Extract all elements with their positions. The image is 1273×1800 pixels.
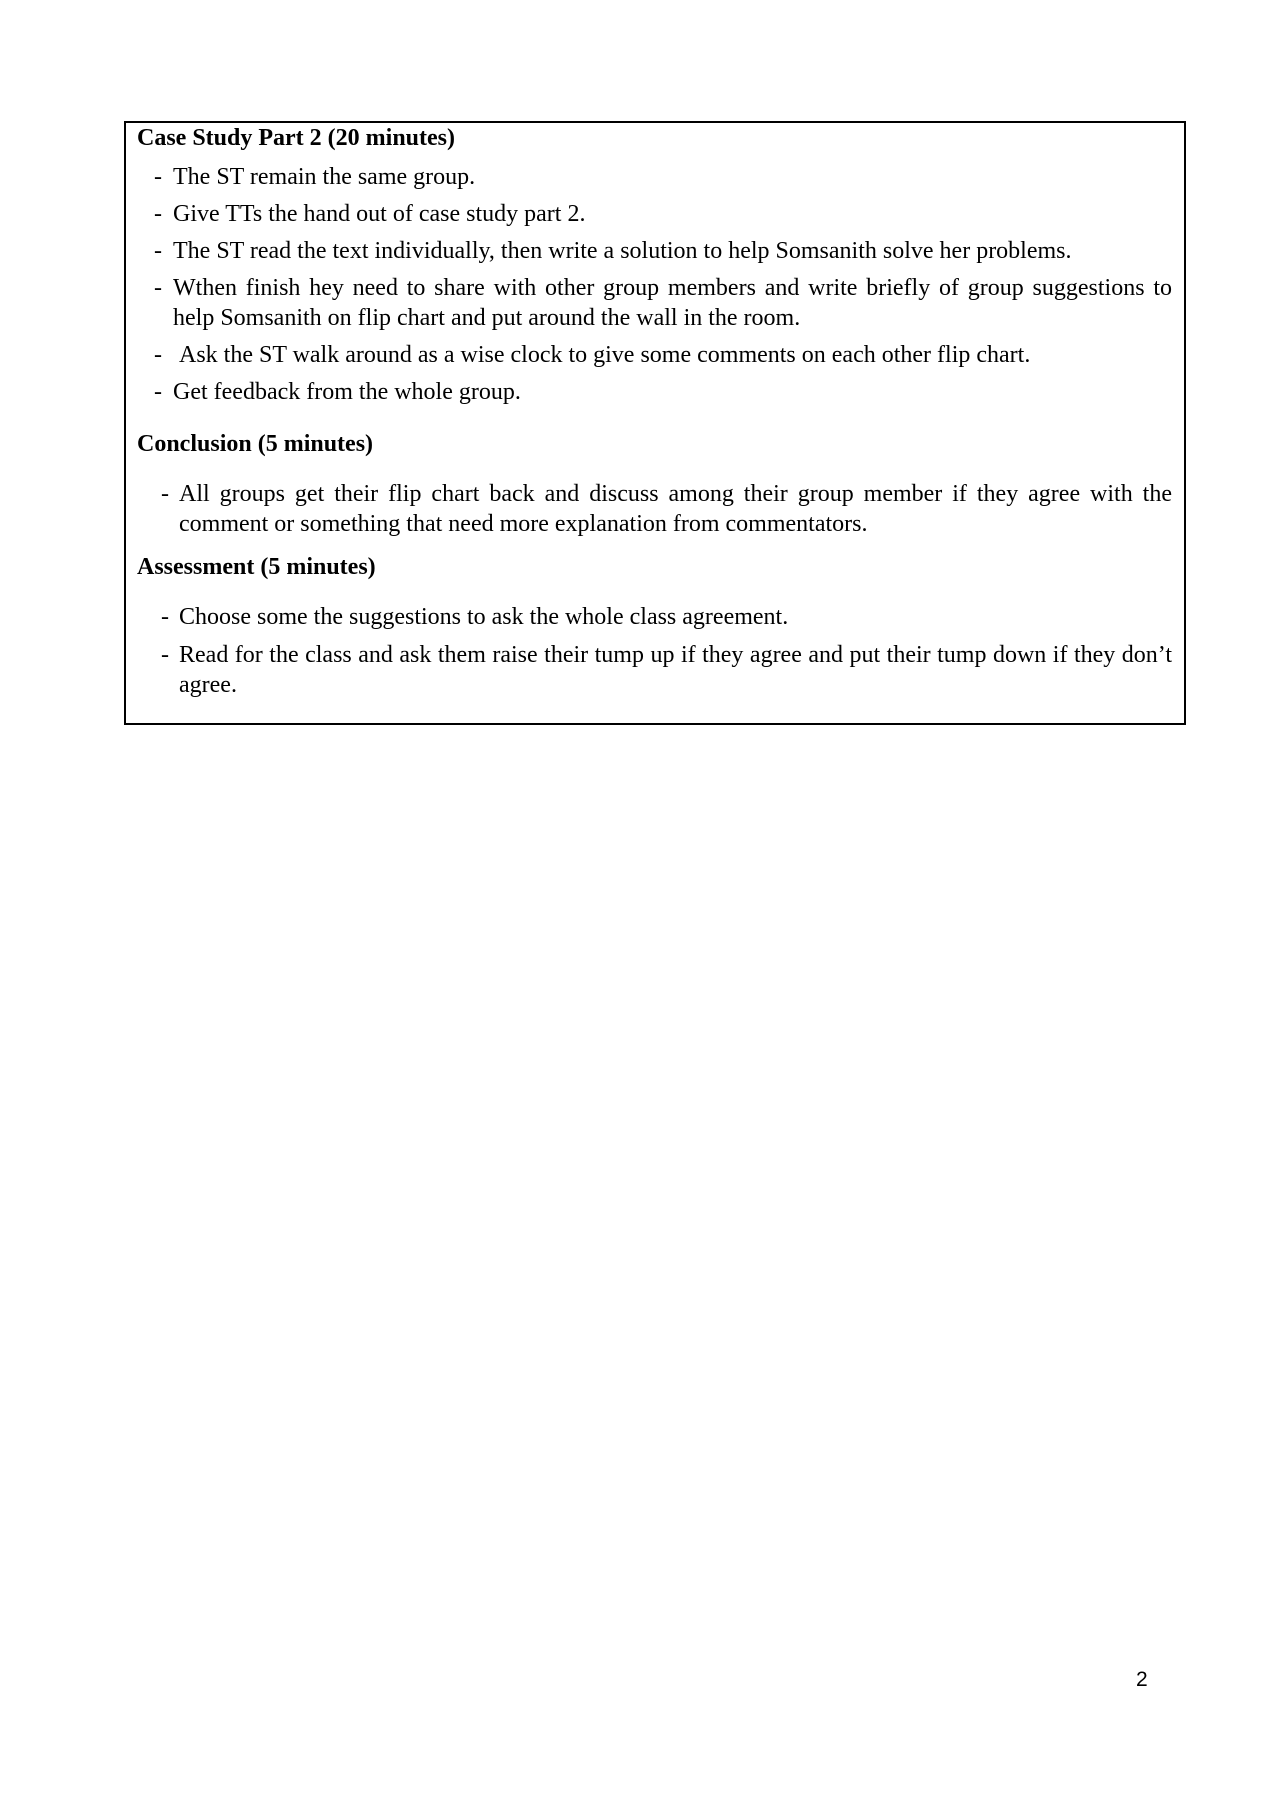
bullet-dash: - — [154, 201, 162, 227]
bullet-dash: - — [161, 481, 169, 507]
list-item — [137, 479, 1172, 539]
bullet-dash: - — [161, 604, 169, 630]
bullet-dash: - — [154, 379, 162, 405]
bullet-dash: - — [154, 238, 162, 264]
list-item-text: The ST remain the same group. — [173, 164, 476, 190]
assessment-list — [137, 602, 1172, 700]
bullet-dash: - — [154, 164, 162, 190]
list-item — [137, 602, 1172, 632]
section-heading-assessment: Assessment (5 minutes) — [137, 554, 376, 580]
list-item — [137, 236, 1172, 266]
list-item-text: The ST read the text individually, then write a solution to help Somsanith solve her problems. — [173, 238, 1072, 264]
list-item — [137, 273, 1172, 333]
list-item-text: All groups get their flip chart back and discuss among their group member if they agree with the comment or something that need more explanation from commentators. — [179, 481, 1172, 537]
list-item-text: Wthen finish hey need to share with other group members and write briefly of group suggestions to help Somsanith on flip chart and put around the wall in the room. — [173, 275, 1172, 331]
list-item-text: Get feedback from the whole group. — [173, 379, 521, 405]
bullet-dash: - — [154, 275, 162, 301]
list-item-text: Ask the ST walk around as a wise clock to give some comments on each other flip chart. — [179, 342, 1031, 368]
section-heading-case-study: Case Study Part 2 (20 minutes) — [137, 125, 455, 151]
case-study-list — [137, 162, 1172, 407]
list-item-text: Give TTs the hand out of case study part 2. — [173, 201, 586, 227]
bullet-dash: - — [161, 642, 169, 668]
list-item-text: Read for the class and ask them raise their tump up if they agree and put their tump down if they don’t agree. — [179, 642, 1172, 698]
section-heading-conclusion: Conclusion (5 minutes) — [137, 431, 374, 457]
list-item — [137, 162, 1172, 192]
page-number: 2 — [1136, 1668, 1148, 1691]
list-item — [137, 377, 1172, 407]
lesson-plan-box — [124, 121, 1186, 725]
list-item — [137, 340, 1172, 370]
list-item-text: Choose some the suggestions to ask the whole class agreement. — [179, 604, 789, 630]
list-item — [137, 199, 1172, 229]
conclusion-list — [137, 479, 1172, 539]
list-item — [137, 640, 1172, 700]
bullet-dash: - — [154, 342, 162, 368]
